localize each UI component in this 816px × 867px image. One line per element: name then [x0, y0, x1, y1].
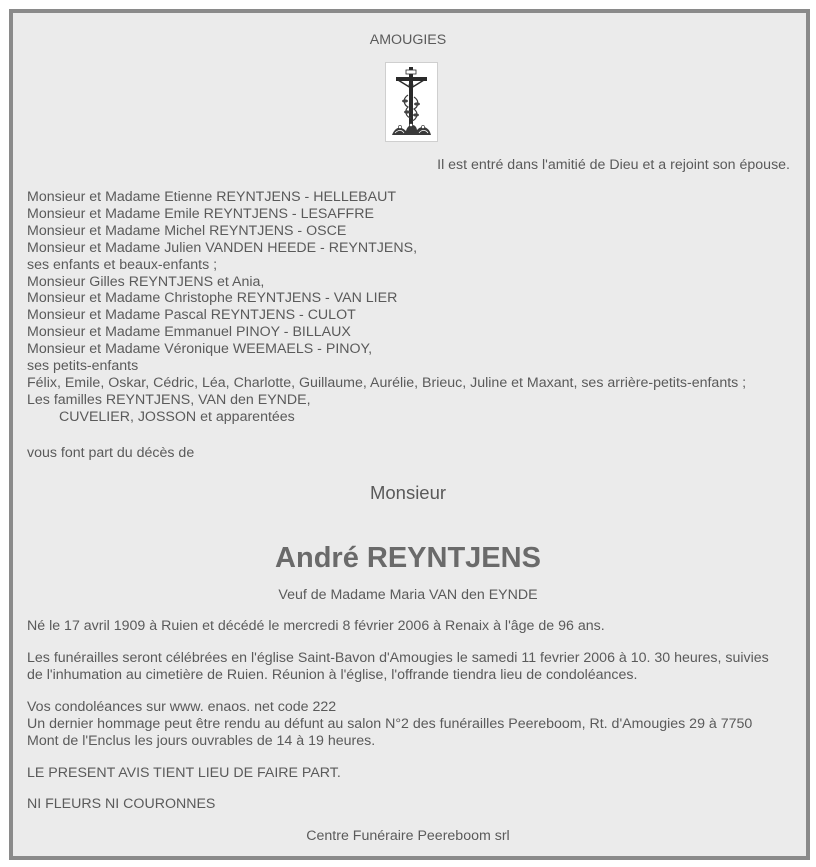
- announcement-line: vous font part du décès de: [27, 445, 195, 461]
- deceased-name: André REYNTJENS: [275, 542, 541, 574]
- obituary-content: [26, 13, 790, 856]
- deceased-title: Monsieur: [369, 482, 447, 503]
- family-line: Les familles REYNTJENS, VAN den EYNDE,: [27, 391, 311, 408]
- family-line: Monsieur et Madame Emmanuel PINOY - BILLAUX: [27, 324, 351, 341]
- family-line: CUVELIER, JOSSON et apparentées: [59, 408, 295, 425]
- family-line: Monsieur et Madame Julien VANDEN HEEDE - REYNTJENS,: [27, 239, 418, 256]
- family-line: Monsieur et Madame Emile REYNTJENS - LESAFFRE: [27, 205, 374, 222]
- no-flowers-statement: NI FLEURS NI COURONNES: [27, 796, 216, 812]
- funeral-line: de l'inhumation au cimetière de Ruien. Réunion à l'église, l'offrande tiendra lieu de condoléances.: [27, 666, 638, 683]
- family-line: Monsieur et Madame Christophe REYNTJENS - VAN LIER: [27, 290, 398, 307]
- obituary-frame: [9, 9, 810, 860]
- condolence-line: Mont de l'Enclus les jours ouvrables de 14 à 19 heures.: [27, 732, 376, 749]
- family-line: Monsieur et Madame Michel REYNTJENS - OSCE: [27, 222, 347, 239]
- condolence-line: Un dernier hommage peut être rendu au défunt au salon N°2 des funérailles Peereboom, Rt. d'Amougies 29 à 7750: [27, 715, 753, 732]
- family-line: Félix, Emile, Oskar, Cédric, Léa, Charlotte, Guillaume, Aurélie, Brieuc, Juline et Maxant, ses arrière-petits-enfants ;: [27, 374, 747, 391]
- funeral-paragraph: [27, 650, 793, 684]
- birth-death-paragraph: [27, 618, 793, 635]
- funeral-line: Les funérailles seront célébrées en l'église Saint-Bavon d'Amougies le samedi 11 fevrier 2006 à 10. 30 heures, suivies: [27, 650, 769, 666]
- crucifix-icon: [385, 62, 438, 142]
- family-line: Monsieur et Madame Véronique WEEMAELS - PINOY,: [27, 341, 373, 358]
- condolence-line: Vos condoléances sur www. enaos. net code 222: [27, 699, 337, 715]
- family-line: Monsieur Gilles REYNTJENS et Ania,: [27, 273, 265, 290]
- family-line: ses petits-enfants: [27, 358, 139, 375]
- entered-statement: Il est entré dans l'amitié de Dieu et a rejoint son épouse.: [437, 157, 790, 173]
- village-heading: AMOUGIES: [369, 32, 447, 48]
- birth-death-line: Né le 17 avril 1909 à Ruien et décédé le mercredi 8 février 2006 à Renaix à l'âge de 96 ans.: [27, 618, 605, 634]
- family-line: ses enfants et beaux-enfants ;: [27, 256, 218, 273]
- notice-statement: LE PRESENT AVIS TIENT LIEU DE FAIRE PART.: [27, 765, 341, 781]
- funeral-home-footer: Centre Funéraire Peereboom srl: [306, 828, 510, 844]
- family-line: Monsieur et Madame Etienne REYNTJENS - HELLEBAUT: [27, 189, 397, 205]
- family-list: [27, 189, 791, 426]
- family-line: Monsieur et Madame Pascal REYNTJENS - CULOT: [27, 307, 356, 324]
- widow-of-line: Veuf de Madame Maria VAN den EYNDE: [278, 587, 538, 603]
- condolences-paragraph: [27, 699, 793, 750]
